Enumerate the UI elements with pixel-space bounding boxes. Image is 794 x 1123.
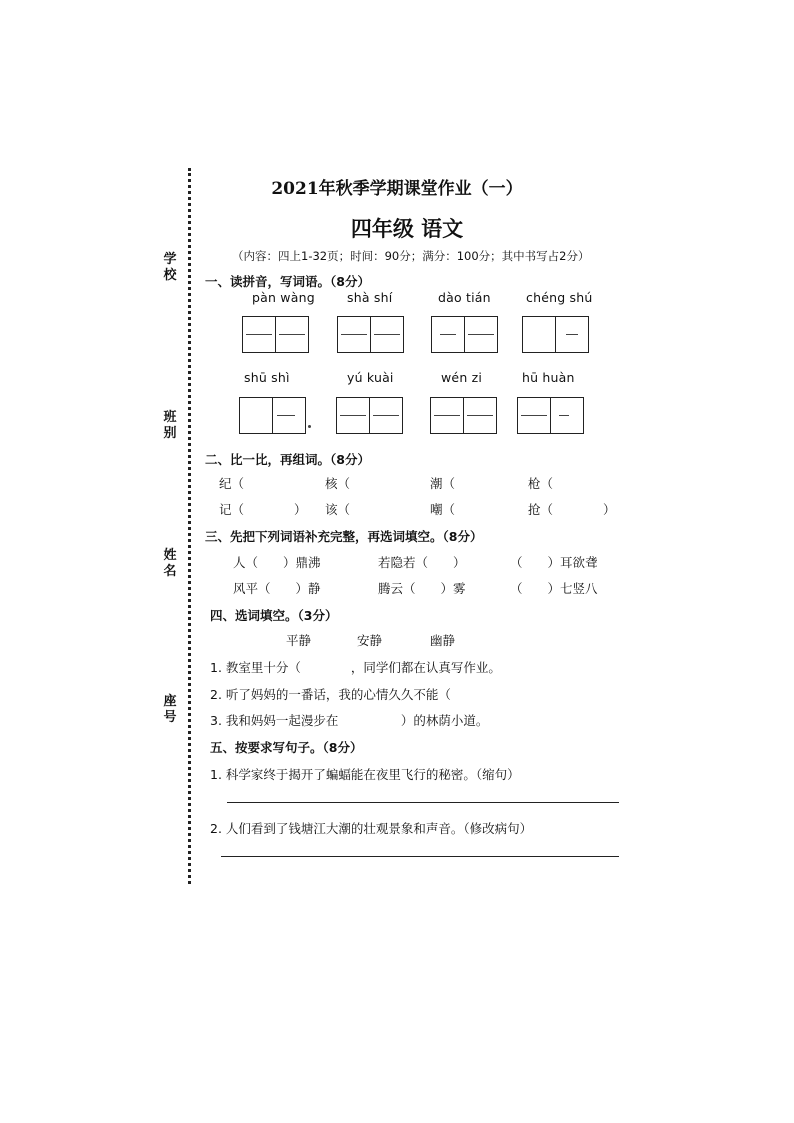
idiom-2: 若隐若（ ）: [378, 555, 466, 570]
compare-char-1b: 记（ ）: [219, 502, 307, 517]
section4-heading: 四、选词填空。（3分）: [210, 608, 338, 623]
compare-char-3b: 嘲（: [430, 502, 456, 517]
name-label: 姓名: [163, 548, 177, 579]
idiom-3: （ ）耳欲聋: [510, 555, 598, 570]
page-title: 2021年秋季学期课堂作业（一）: [271, 179, 523, 199]
binding-margin-line: [188, 168, 191, 884]
section5-heading: 五、按要求写句子。（8分）: [210, 740, 363, 755]
grade-subject-title: 四年级 语文: [350, 216, 464, 241]
idiom-6: （ ）七竖八: [510, 581, 598, 596]
pinyin-2: shà shí: [347, 290, 393, 305]
fill-question-2: 2. 听了妈妈的一番话，我的心情久久不能（: [210, 687, 451, 702]
pinyin-8: hū huàn: [522, 370, 575, 385]
section1-heading: 一、读拼音，写词语。（8分）: [205, 274, 370, 289]
writing-grid-2[interactable]: [337, 316, 404, 353]
writing-grid-3[interactable]: [431, 316, 498, 353]
idiom-5: 腾云（ ）雾: [378, 581, 466, 596]
class-label: 班别: [163, 410, 177, 441]
word-option-3: 幽静: [430, 633, 456, 648]
seat-number-label: 座号: [163, 694, 177, 725]
pinyin-5: shū shì: [244, 370, 290, 385]
compare-char-4b: 抢（ ）: [528, 502, 616, 517]
compare-char-1a: 纪（: [219, 476, 245, 491]
writing-grid-7[interactable]: [430, 397, 497, 434]
pinyin-3: dào tián: [438, 290, 491, 305]
section2-heading: 二、比一比，再组词。（8分）: [205, 452, 370, 467]
writing-grid-5[interactable]: [239, 397, 306, 434]
compare-char-4a: 枪（: [528, 476, 554, 491]
section3-heading: 三、先把下列词语补充完整，再选词填空。（8分）: [205, 529, 483, 544]
writing-grid-1[interactable]: [242, 316, 309, 353]
answer-line-2[interactable]: [221, 856, 619, 857]
pinyin-1: pàn wàng: [252, 290, 315, 305]
idiom-1: 人（ ）鼎沸: [233, 555, 321, 570]
school-label: 学校: [163, 252, 177, 283]
exam-info: （内容：四上1-32页；时间：90分；满分：100分；其中书写占2分）: [232, 249, 590, 263]
writing-grid-8[interactable]: [517, 397, 584, 434]
word-option-1: 平静: [286, 633, 312, 648]
rewrite-question-2: 2. 人们看到了钱塘江大潮的壮观景象和声音。（修改病句）: [210, 821, 533, 836]
fill-question-1: 1. 教室里十分（ ，同学们都在认真写作业。: [210, 660, 501, 675]
idiom-4: 风平（ ）静: [233, 581, 321, 596]
scan-speck: [308, 425, 311, 428]
word-option-2: 安静: [357, 633, 383, 648]
answer-line-1[interactable]: [227, 802, 619, 803]
writing-grid-6[interactable]: [336, 397, 403, 434]
rewrite-question-1: 1. 科学家终于揭开了蝙蝠能在夜里飞行的秘密。（缩句）: [210, 767, 520, 782]
compare-char-2b: 该（: [325, 502, 351, 517]
pinyin-4: chéng shú: [526, 290, 593, 305]
fill-question-3: 3. 我和妈妈一起漫步在 ）的林荫小道。: [210, 713, 489, 728]
writing-grid-4[interactable]: [522, 316, 589, 353]
compare-char-2a: 核（: [325, 476, 351, 491]
pinyin-7: wén zi: [441, 370, 483, 385]
pinyin-6: yú kuài: [347, 370, 394, 385]
compare-char-3a: 潮（: [430, 476, 456, 491]
